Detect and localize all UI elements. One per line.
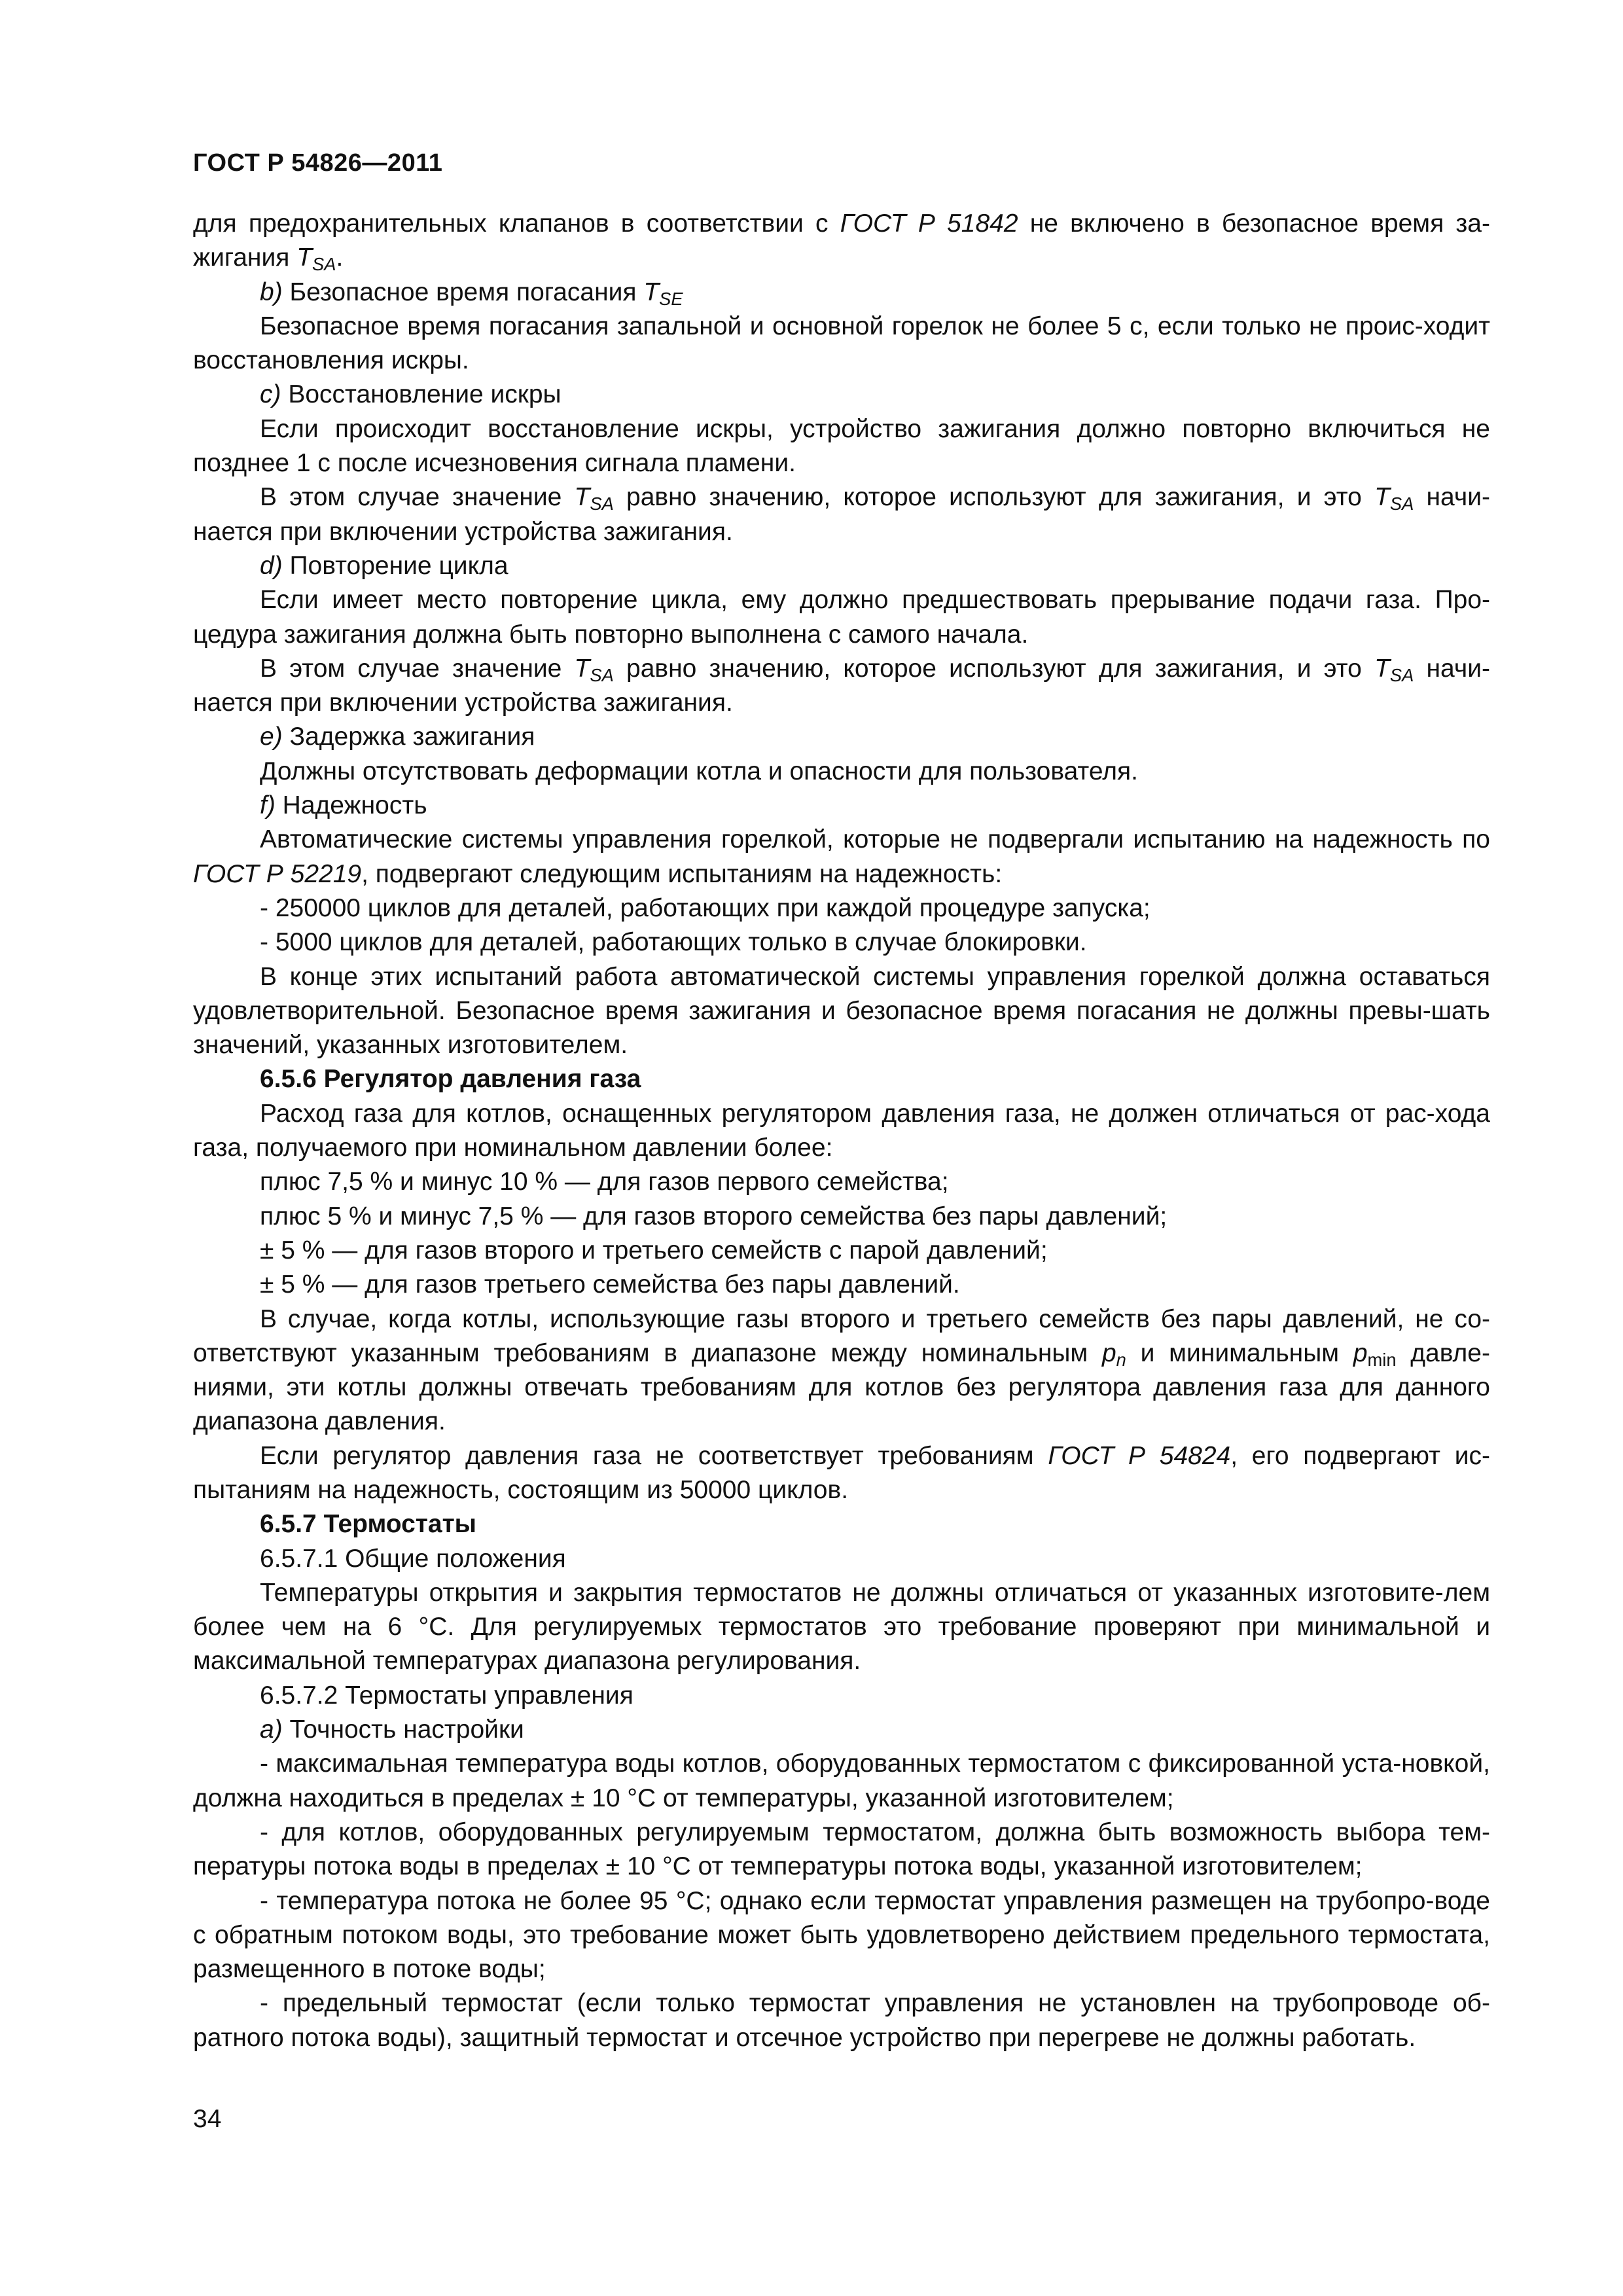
paragraph: Если имеет место повторение цикла, ему должно предшествовать прерывание подачи газа. Про-цедура зажигания должна быть повторно выполнена с самого начала. [193,586,1490,649]
list-letter: d) [260,551,283,580]
list-item: плюс 5 % и минус 7,5 % — для газов второго семейства без пары давлений; [260,1202,1168,1230]
subsection-heading: 6.5.7.1 Общие положения [260,1544,566,1573]
text-run: не включено в безопасное время за-жигания [193,209,1490,272]
symbol: p [1101,1338,1116,1367]
symbol-subscript: n [1116,1349,1126,1370]
paragraph [193,207,1490,276]
paragraph [193,652,1490,721]
page-number: 34 [193,2105,222,2133]
subsection-heading [193,789,1490,823]
symbol: T [1374,654,1390,683]
text-run: начи-нается при включении устройства зажигания. [193,654,1490,717]
subsection-heading [193,378,1490,412]
list-item: - 250000 циклов для деталей, работающих при каждой процедуре запуска; [260,893,1150,922]
symbol-subscript: SA [1389,664,1414,685]
subsection-heading [193,276,1490,310]
paragraph: Если происходит восстановление искры, устройство зажигания должно повторно включиться не позднее 1 с после исчезновения сигнала пламени. [193,414,1490,478]
text-run: В этом случае значение [260,654,575,683]
text-run: Надежность [275,791,427,820]
body-text [193,207,1490,2055]
list-letter: a) [260,1715,283,1744]
paragraph [193,1439,1490,1508]
list-letter: b) [260,278,283,306]
text-run: В этом случае значение [260,483,575,512]
text-run: для предохранительных клапанов в соответствии с [193,209,840,238]
list-item: - 5000 циклов для деталей, работающих только в случае блокировки. [260,928,1087,957]
paragraph: Расход газа для котлов, оснащенных регулятором давления газа, не должен отличаться от рас-хода газа, получаемого при номинальном давлении более: [193,1099,1490,1162]
symbol: T [643,278,660,306]
text-run: В случае, когда котлы, использующие газы второго и третьего семейств без пары давлений, не со-ответствуют указанным требованиям в диапазоне между номинальным [193,1304,1490,1367]
text-run: . [336,243,344,272]
subsection-heading [193,720,1490,754]
symbol-subscript: SA [590,493,614,514]
paragraph [193,1302,1490,1439]
symbol-subscript: min [1367,1349,1397,1370]
subsection-heading [193,549,1490,583]
symbol-subscript: SA [1389,493,1414,514]
symbol: T [1374,483,1390,512]
symbol: T [574,654,590,683]
symbol-subscript: SA [312,254,336,275]
list-item: - предельный термостат (если только термостат управления не установлен на трубопроводе об-ратного потока воды), защитный термостат и отсечное устройство при перегреве не должны работать. [193,1989,1490,2052]
paragraph: Безопасное время погасания запальной и основной горелок не более 5 с, если только не проис-ходит восстановления искры. [193,312,1490,375]
text-run: Автоматические системы управления горелкой, которые не подвергали испытанию на надежность по [260,825,1490,854]
subsection-heading [193,1713,1490,1747]
section-heading: 6.5.6 Регулятор давления газа [260,1065,641,1094]
subsection-heading: 6.5.7.2 Термостаты управления [260,1681,633,1710]
list-item: плюс 7,5 % и минус 10 % — для газов первого семейства; [260,1168,949,1196]
text-run: Повторение цикла [282,551,508,580]
text-run: , подвергают следующим испытаниям на надежность: [361,859,1003,888]
paragraph [193,823,1490,891]
text-run: начи-нается при включении устройства зажигания. [193,483,1490,546]
standard-reference: ГОСТ Р 52219 [193,859,362,888]
text-run: Задержка зажигания [282,723,535,751]
list-item: ± 5 % — для газов третьего семейства без пары давлений. [260,1270,960,1299]
text-run: Если регулятор давления газа не соответствует требованиям [260,1441,1048,1470]
list-item: - для котлов, оборудованных регулируемым термостатом, должна быть возможность выбора тем-пературы потока воды в пределах ± 10 °C от температуры потока воды, указанной изготовителем; [193,1818,1490,1881]
list-item: - температура потока не более 95 °C; однако если термостат управления размещен на трубопро-воде с обратным потоком воды, это требование может быть удовлетворено действием предельного термостата, размещенного в потоке воды; [193,1886,1490,1984]
list-letter: e) [260,723,283,751]
symbol-subscript: SA [590,664,614,685]
text-run: Восстановление искры [281,380,562,409]
text-run: Точность настройки [282,1715,524,1744]
paragraph: В конце этих испытаний работа автоматической системы управления горелкой должна оставаться удовлетворительной. Безопасное время зажигания и безопасное время погасания не должны превы-шать значений, указанных изготовителем. [193,962,1490,1060]
list-item: - максимальная температура воды котлов, оборудованных термостатом с фиксированной уста-новкой, должна находиться в пределах ± 10 °C от температуры, указанной изготовителем; [193,1749,1490,1812]
text-run: , его подвергают ис-пытаниям на надежность, состоящим из 50000 циклов. [193,1441,1490,1504]
text-run: равно значению, которое используют для зажигания, и это [613,654,1375,683]
text-run: равно значению, которое используют для зажигания, и это [613,483,1375,512]
symbol: T [574,483,590,512]
text-run: Безопасное время погасания [282,278,644,306]
list-letter: f) [260,791,276,820]
symbol: p [1353,1338,1368,1367]
standard-reference: ГОСТ Р 54824 [1048,1441,1231,1470]
symbol-subscript: SE [659,288,683,309]
list-letter: c) [260,380,281,409]
text-run: давле-ниями, эти котлы должны отвечать требованиям для котлов без регулятора давления газа для данного диапазона давления. [193,1338,1490,1436]
paragraph: Должны отсутствовать деформации котла и опасности для пользователя. [260,757,1138,785]
text-run: и минимальным [1126,1338,1353,1367]
section-heading: 6.5.7 Термостаты [260,1510,476,1539]
paragraph: Температуры открытия и закрытия термостатов не должны отличаться от указанных изготовите-лем более чем на 6 °C. Для регулируемых термостатов это требование проверяют при минимальной и максимальной температурах диапазона регулирования. [193,1578,1490,1676]
standard-reference: ГОСТ Р 51842 [840,209,1018,238]
symbol: T [296,243,313,272]
paragraph [193,480,1490,549]
page-header-standard-id: ГОСТ Р 54826—2011 [193,149,443,177]
list-item: ± 5 % — для газов второго и третьего семейств с парой давлений; [260,1236,1048,1265]
